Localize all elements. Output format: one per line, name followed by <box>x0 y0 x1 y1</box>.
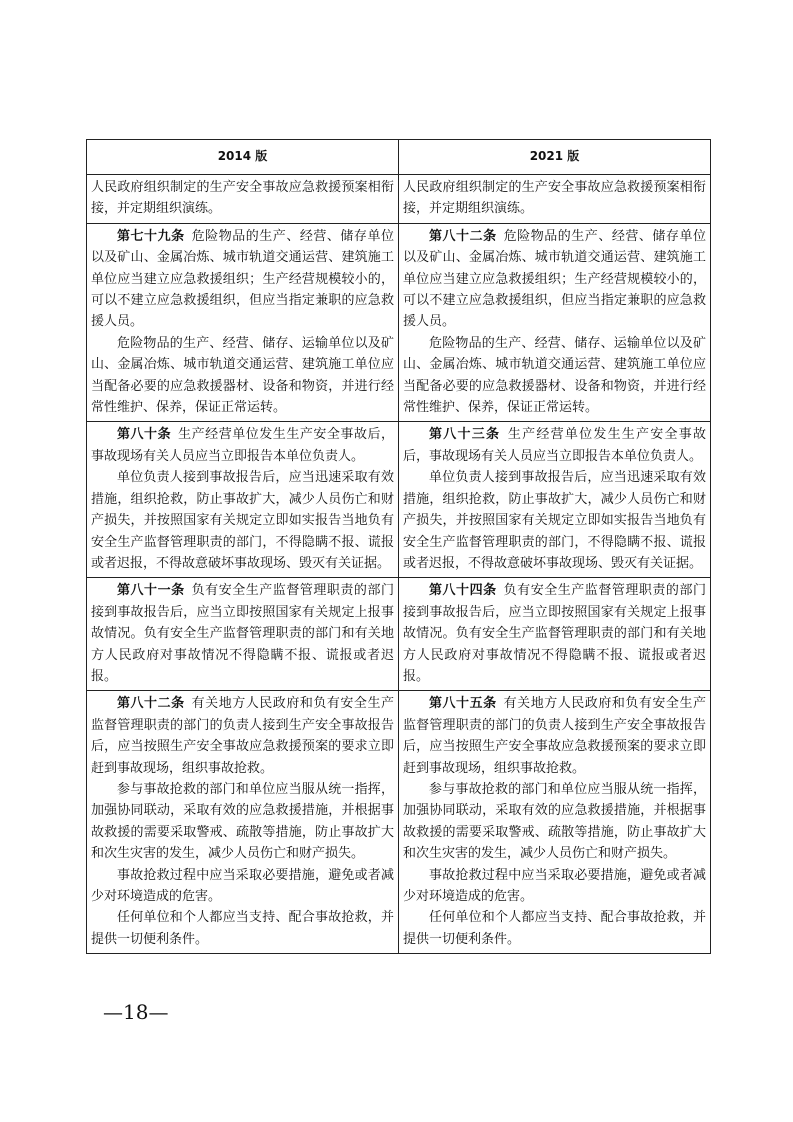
clause-paragraph <box>91 580 394 687</box>
clause-text: 人民政府组织制定的生产安全事故应急救援预案相衔接，并定期组织演练。 <box>91 180 394 217</box>
clause-paragraph <box>403 907 706 950</box>
clause-paragraph <box>403 865 706 908</box>
table-row <box>87 175 711 224</box>
article-number: 第八十三条 <box>429 427 501 443</box>
clause-text: 负有安全生产监督管理职责的部门接到事故报告后，应当立即按照国家有关规定上报事故情况。负有安全生产监督管理职责的部门和有关地方人民政府对事故情况不得隐瞒不报、谎报或者迟报。 <box>91 583 394 684</box>
clause-text: 参与事故抢救的部门和单位应当服从统一指挥，加强协同联动，采取有效的应急救援措施，并根据事故救援的需要采取警戒、疏散等措施，防止事故扩大和次生灾害的发生，减少人员伤亡和财产损失。 <box>403 781 706 862</box>
clause-paragraph <box>91 333 394 419</box>
clause-paragraph <box>91 226 394 333</box>
clause-paragraph <box>403 177 706 220</box>
article-number: 第八十条 <box>117 427 172 443</box>
table-row <box>87 422 711 578</box>
table-row <box>87 223 711 422</box>
clause-paragraph <box>403 226 706 333</box>
cell-2021 <box>399 223 711 422</box>
clause-paragraph <box>91 424 394 467</box>
clause-text: 事故抢救过程中应当采取必要措施，避免或者减少对环境造成的危害。 <box>403 867 706 904</box>
clause-text: 生产经营单位发生生产安全事故后，事故现场有关人员应当立即报告本单位负责人。 <box>91 427 394 464</box>
clause-text: 人民政府组织制定的生产安全事故应急救援预案相衔接，并定期组织演练。 <box>403 180 706 217</box>
header-row <box>87 140 711 175</box>
clause-text: 有关地方人民政府和负有安全生产监督管理职责的部门的负责人接到生产安全事故报告后，应当按照生产安全事故应急救援预案的要求立即赶到事故现场，组织事故抢救。 <box>91 696 394 776</box>
article-number: 第八十一条 <box>117 583 185 599</box>
cell-2014 <box>87 175 399 224</box>
table-row <box>87 578 711 691</box>
clause-text: 事故抢救过程中应当采取必要措施，避免或者减少对环境造成的危害。 <box>91 867 394 904</box>
article-number: 第八十五条 <box>429 696 497 712</box>
clause-paragraph <box>403 779 706 865</box>
clause-text: 危险物品的生产、经营、储存、运输单位以及矿山、金属冶炼、城市轨道交通运营、建筑施工单位应当配备必要的应急救援器材、设备和物资，并进行经常性维护、保养，保证正常运转。 <box>403 335 706 416</box>
clause-paragraph <box>403 467 706 574</box>
clause-text: 负有安全生产监督管理职责的部门接到事故报告后，应当立即按照国家有关规定上报事故情况。负有安全生产监督管理职责的部门和有关地方人民政府对事故情况不得隐瞒不报、谎报或者迟报。 <box>403 583 706 684</box>
article-number: 第八十二条 <box>117 696 185 712</box>
header-2021: 2021 版 <box>399 140 711 175</box>
clause-text: 单位负责人接到事故报告后，应当迅速采取有效措施，组织抢救，防止事故扩大，减少人员伤亡和财产损失，并按照国家有关规定立即如实报告当地负有安全生产监督管理职责的部门，不得隐瞒不报、谎报或者迟报，不得故意破坏事故现场、毁灭有关证据。 <box>91 470 394 571</box>
comparison-table <box>86 139 711 954</box>
clause-paragraph <box>403 693 706 779</box>
cell-2021 <box>399 175 711 224</box>
clause-paragraph <box>91 177 394 220</box>
clause-text: 任何单位和个人都应当支持、配合事故抢救，并提供一切便利条件。 <box>91 910 394 947</box>
cell-2021 <box>399 578 711 691</box>
page-number: —18— <box>103 1000 169 1024</box>
clause-paragraph <box>91 865 394 908</box>
clause-text: 参与事故抢救的部门和单位应当服从统一指挥，加强协同联动，采取有效的应急救援措施，并根据事故救援的需要采取警戒、疏散等措施，防止事故扩大和次生灾害的发生，减少人员伤亡和财产损失。 <box>91 781 394 862</box>
cell-2021 <box>399 422 711 578</box>
clause-text: 危险物品的生产、经营、储存、运输单位以及矿山、金属冶炼、城市轨道交通运营、建筑施工单位应当配备必要的应急救援器材、设备和物资，并进行经常性维护、保养，保证正常运转。 <box>91 335 394 416</box>
clause-text: 危险物品的生产、经营、储存单位以及矿山、金属冶炼、城市轨道交通运营、建筑施工单位应当建立应急救援组织；生产经营规模较小的，可以不建立应急救援组织，但应当指定兼职的应急救援人员。 <box>91 228 394 330</box>
clause-text: 任何单位和个人都应当支持、配合事故抢救，并提供一切便利条件。 <box>403 910 706 947</box>
article-number: 第八十四条 <box>429 583 497 599</box>
clause-text: 危险物品的生产、经营、储存单位以及矿山、金属冶炼、城市轨道交通运营、建筑施工单位应当建立应急救援组织；生产经营规模较小的，可以不建立应急救援组织，但应当指定兼职的应急救援人员。 <box>403 228 706 330</box>
table-row <box>87 691 711 954</box>
clause-text: 有关地方人民政府和负有安全生产监督管理职责的部门的负责人接到生产安全事故报告后，应当按照生产安全事故应急救援预案的要求立即赶到事故现场，组织事故抢救。 <box>403 696 706 776</box>
clause-paragraph <box>91 779 394 865</box>
cell-2014 <box>87 578 399 691</box>
clause-paragraph <box>403 424 706 467</box>
article-number: 第八十二条 <box>429 228 497 244</box>
cell-2021 <box>399 691 711 954</box>
cell-2014 <box>87 691 399 954</box>
table-body <box>87 175 711 954</box>
header-2014: 2014 版 <box>87 140 399 175</box>
article-number: 第七十九条 <box>117 228 185 244</box>
clause-paragraph <box>91 907 394 950</box>
cell-2014 <box>87 223 399 422</box>
clause-paragraph <box>91 467 394 574</box>
clause-paragraph <box>403 580 706 687</box>
clause-paragraph <box>91 693 394 779</box>
cell-2014 <box>87 422 399 578</box>
clause-text: 生产经营单位发生生产安全事故后，事故现场有关人员应当立即报告本单位负责人。 <box>403 427 706 464</box>
clause-text: 单位负责人接到事故报告后，应当迅速采取有效措施，组织抢救，防止事故扩大，减少人员伤亡和财产损失，并按照国家有关规定立即如实报告当地负有安全生产监督管理职责的部门，不得隐瞒不报、谎报或者迟报，不得故意破坏事故现场、毁灭有关证据。 <box>403 470 706 571</box>
clause-paragraph <box>403 333 706 419</box>
